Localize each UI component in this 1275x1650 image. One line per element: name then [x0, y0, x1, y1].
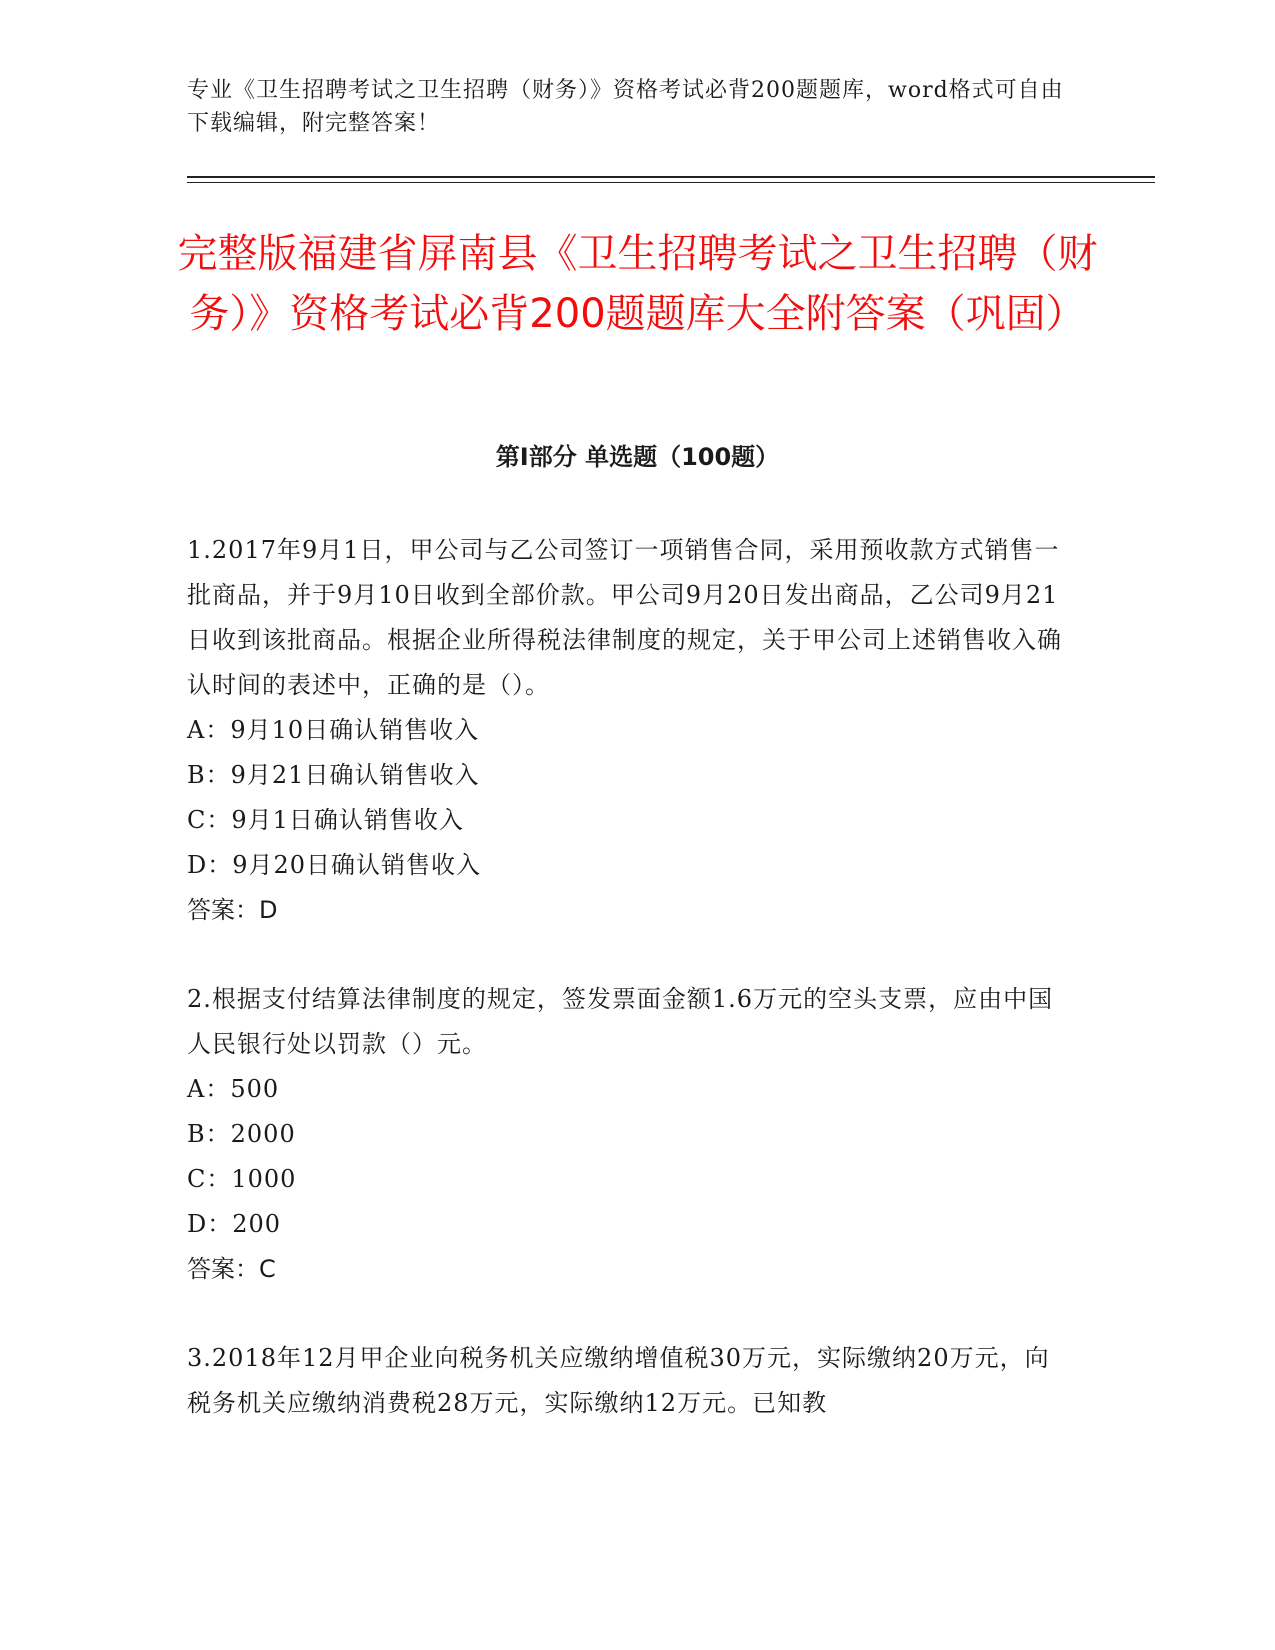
question-1: [187, 528, 1067, 933]
question-3: [187, 1336, 1067, 1426]
option-a: A：9月10日确认销售收入: [187, 716, 480, 744]
question-text: 1.2017年9月1日，甲公司与乙公司签订一项销售合同，采用预收款方式销售一批商品，并于9月10日收到全部价款。甲公司9月20日发出商品，乙公司9月21日收到该批商品。根据企业所得税法律制度的规定，关于甲公司上述销售收入确认时间的表述中，正确的是（）。: [187, 536, 1062, 699]
section-heading: 第Ⅰ部分 单选题（100题）: [495, 443, 780, 471]
document-title: 完整版福建省屏南县《卫生招聘考试之卫生招聘（财务）》资格考试必背200题题库大全附答案（巩固）: [177, 231, 1098, 337]
option-b: B：9月21日确认销售收入: [187, 761, 480, 789]
option-c: C：9月1日确认销售收入: [187, 806, 464, 834]
header-rule-thin: [187, 182, 1155, 183]
answer: 答案：D: [187, 896, 278, 924]
option-d: D：9月20日确认销售收入: [187, 851, 482, 879]
option-d: D：200: [187, 1210, 282, 1238]
option-a: A：500: [187, 1075, 280, 1103]
answer: 答案：C: [187, 1255, 276, 1283]
option-b: B：2000: [187, 1120, 296, 1148]
header-rule-thick: [187, 176, 1155, 178]
question-text: 2.根据支付结算法律制度的规定，签发票面金额1.6万元的空头支票，应由中国人民银行处以罚款（）元。: [187, 985, 1054, 1058]
question-list: [187, 528, 1067, 1470]
option-c: C：1000: [187, 1165, 297, 1193]
question-2: [187, 977, 1067, 1292]
header-note: 专业《卫生招聘考试之卫生招聘（财务）》资格考试必背200题题库，word格式可自由下载编辑，附完整答案！: [187, 78, 1064, 136]
question-text: 3.2018年12月甲企业向税务机关应缴纳增值税30万元，实际缴纳20万元，向税务机关应缴纳消费税28万元，实际缴纳12万元。已知教: [187, 1344, 1050, 1417]
